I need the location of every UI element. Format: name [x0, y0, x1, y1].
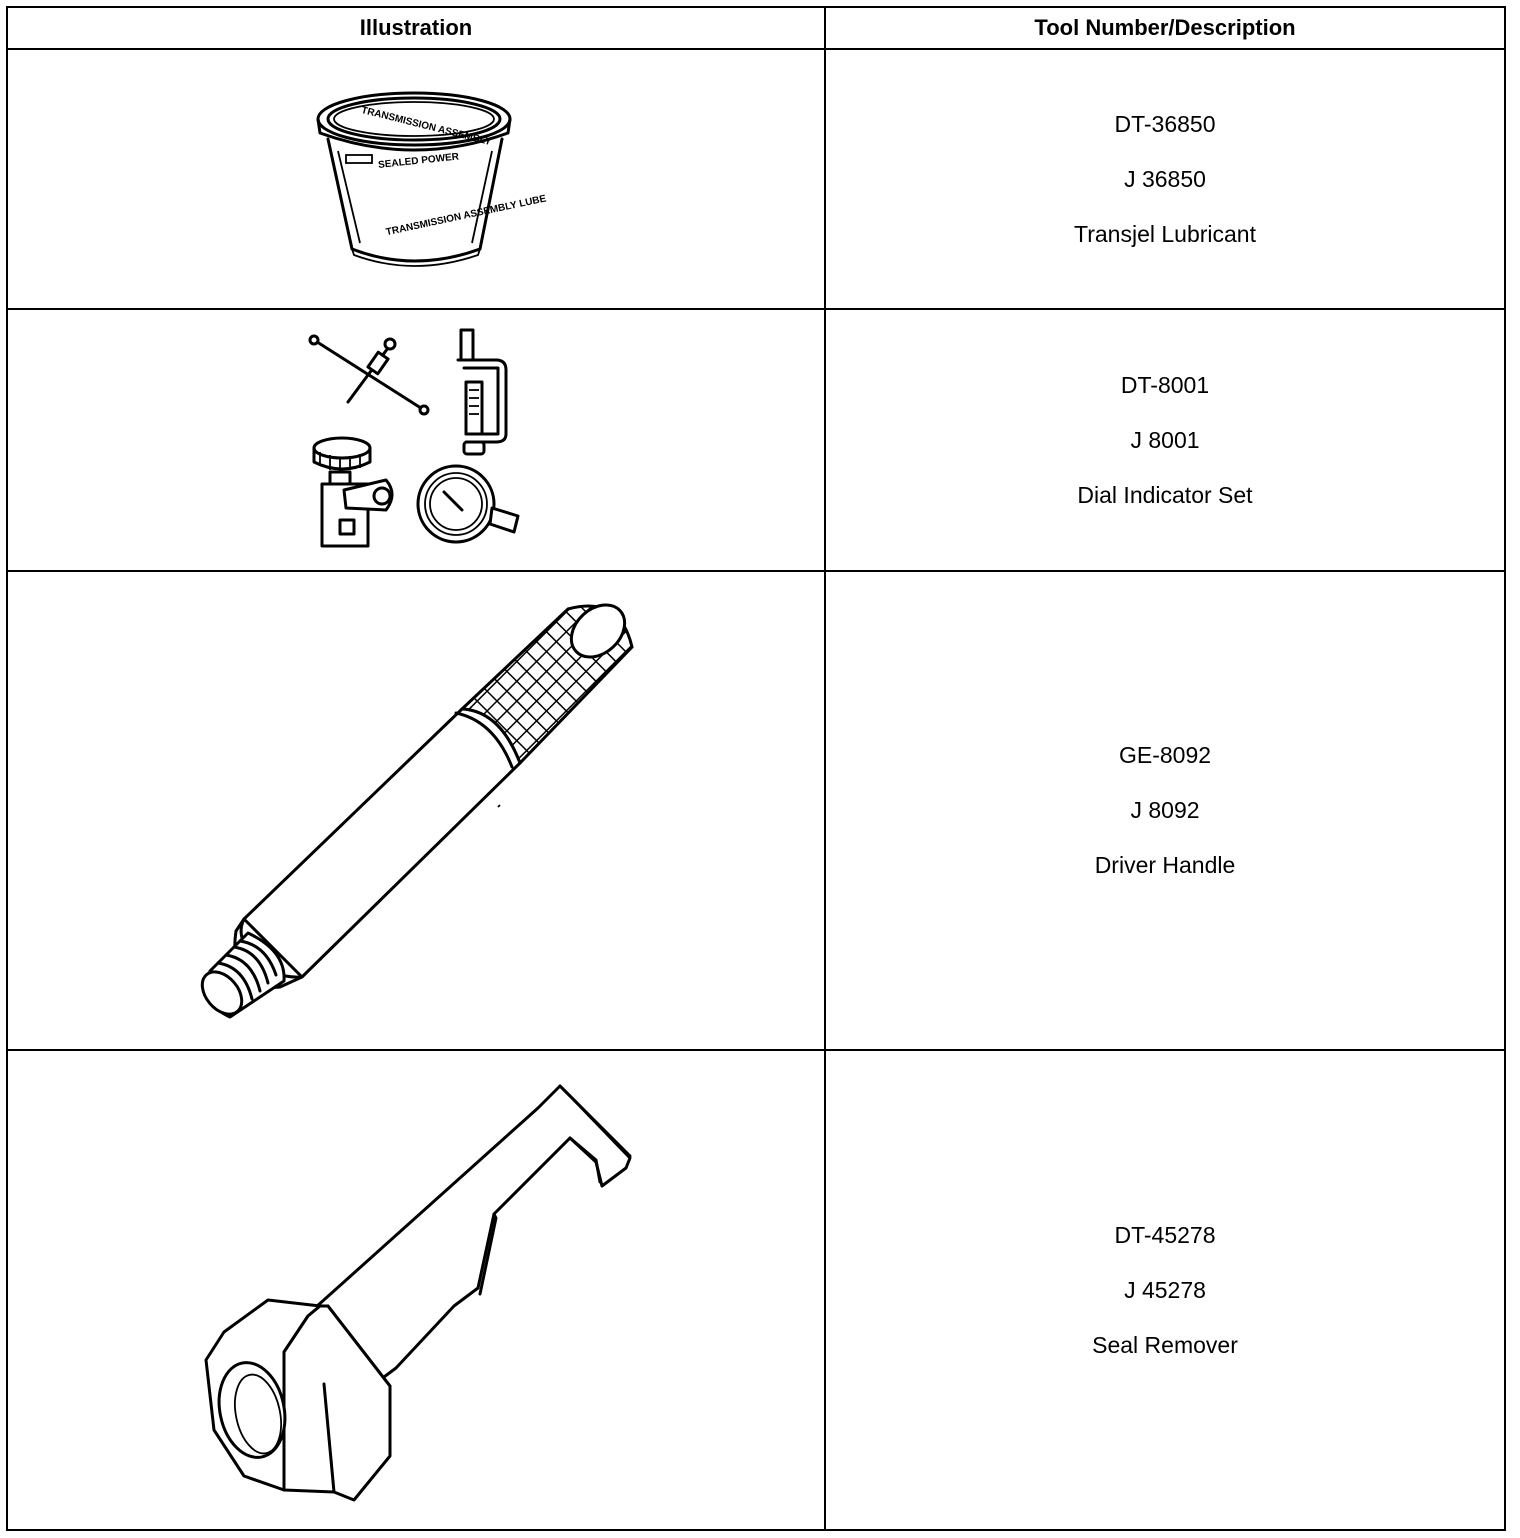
tool-description: Dial Indicator Set — [1077, 481, 1253, 508]
illustration-header: Illustration — [7, 7, 825, 49]
tool-number: DT-36850 — [1114, 110, 1216, 137]
table-row — [7, 49, 1505, 309]
illustration-cell — [7, 309, 825, 571]
tool-cell — [825, 49, 1505, 309]
table-row — [7, 1050, 1505, 1530]
dial-gauge-icon — [418, 466, 518, 542]
alt-number: J 8001 — [1130, 426, 1200, 453]
seal-remover-illustration — [204, 1080, 644, 1500]
header-row — [7, 7, 1505, 49]
tool-description: Seal Remover — [1092, 1331, 1238, 1358]
tool-cell — [825, 1050, 1505, 1530]
indicator-holder-icon — [314, 438, 392, 546]
lid-label: TRANSMISSION ASSEMBLY — [360, 104, 493, 148]
thread-icon — [194, 933, 284, 1022]
driver-handle-illustration — [200, 601, 640, 1021]
spider-fixture-icon — [310, 336, 428, 414]
tool-number: DT-8001 — [1120, 371, 1210, 398]
lubricant-tub-illustration — [316, 89, 548, 269]
dial-indicator-set-illustration — [306, 330, 526, 550]
alt-number: J 8092 — [1130, 797, 1200, 823]
tool-cell — [825, 309, 1505, 571]
alt-number: J 36850 — [1124, 165, 1206, 192]
special-tools-table — [6, 6, 1506, 1531]
tool-description: Driver Handle — [1094, 852, 1236, 878]
tool-cell — [825, 571, 1505, 1050]
table-row — [7, 571, 1505, 1050]
band-label: SEALED POWER — [377, 151, 460, 171]
tool-description: Transjel Lubricant — [1074, 220, 1256, 247]
tool-number: GE-8092 — [1118, 742, 1212, 768]
c-clamp-icon — [458, 330, 506, 454]
body-label: TRANSMISSION ASSEMBLY LUBE — [384, 193, 548, 239]
table-row — [7, 309, 1505, 571]
illustration-cell — [7, 1050, 825, 1530]
tool-number: DT-45278 — [1114, 1221, 1216, 1248]
illustration-cell — [7, 49, 825, 309]
tool-header: Tool Number/Description — [825, 7, 1505, 49]
illustration-cell — [7, 571, 825, 1050]
alt-number: J 45278 — [1124, 1276, 1206, 1303]
